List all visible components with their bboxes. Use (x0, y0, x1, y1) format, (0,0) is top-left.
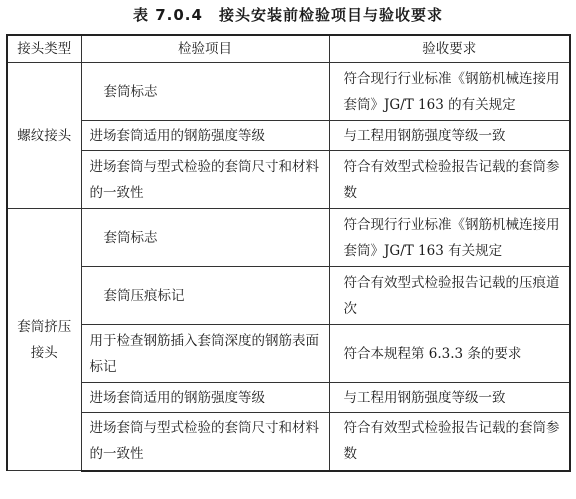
item-cell: 进场套筒适用的钢筋强度等级 (81, 121, 329, 151)
joint-type-sleeve-extrusion: 套筒挤压接头 (7, 209, 81, 471)
inspection-table (6, 34, 571, 472)
item-cell: 套筒压痕标记 (81, 267, 329, 325)
table-row (7, 413, 570, 471)
item-cell: 套筒标志 (81, 63, 329, 121)
table-title: 接头安装前检验项目与验收要求 (218, 6, 443, 24)
table-row (7, 63, 570, 121)
table-row (7, 267, 570, 325)
requirement-cell: 与工程用钢筋强度等级一致 (329, 383, 570, 413)
requirement-cell: 符合本规程第 6.3.3 条的要求 (329, 325, 570, 383)
item-cell: 进场套筒与型式检验的套筒尺寸和材料的一致性 (81, 413, 329, 471)
table-number: 表 7.0.4 (133, 6, 203, 24)
requirement-cell: 符合现行行业标准《钢筋机械连接用套筒》JG/T 163 的有关规定 (329, 63, 570, 121)
item-cell: 用于检查钢筋插入套筒深度的钢筋表面标记 (81, 325, 329, 383)
requirement-cell: 与工程用钢筋强度等级一致 (329, 121, 570, 151)
requirement-cell: 符合有效型式检验报告记载的套筒参数 (329, 151, 570, 209)
item-cell: 进场套筒与型式检验的套筒尺寸和材料的一致性 (81, 151, 329, 209)
table-row (7, 325, 570, 383)
table-row (7, 121, 570, 151)
header-inspection-item: 检验项目 (81, 35, 329, 63)
header-acceptance-requirement: 验收要求 (329, 35, 570, 63)
requirement-cell: 符合有效型式检验报告记载的压痕道次 (329, 267, 570, 325)
table-caption (0, 4, 576, 25)
requirement-cell: 符合有效型式检验报告记载的套筒参数 (329, 413, 570, 471)
table-row (7, 383, 570, 413)
item-cell: 套筒标志 (81, 209, 329, 267)
requirement-cell: 符合现行行业标准《钢筋机械连接用套筒》JG/T 163 有关规定 (329, 209, 570, 267)
joint-type-threaded: 螺纹接头 (7, 63, 81, 209)
table-header-row (7, 35, 570, 63)
header-joint-type: 接头类型 (7, 35, 81, 63)
item-cell: 进场套筒适用的钢筋强度等级 (81, 383, 329, 413)
table-row (7, 209, 570, 267)
table-row (7, 151, 570, 209)
